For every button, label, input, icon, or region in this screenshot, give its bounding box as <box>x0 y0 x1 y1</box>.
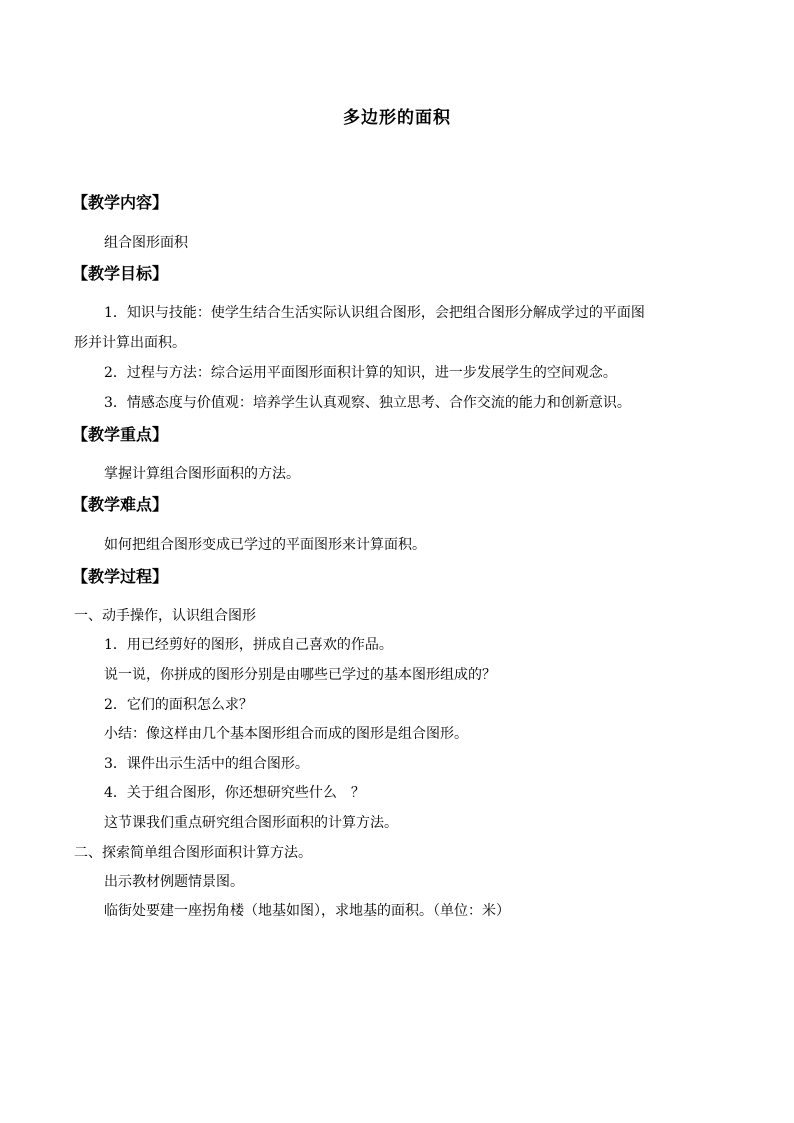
section-heading-goals: 【教学目标】 <box>72 264 169 283</box>
process-paragraph-4: 小结：像这样由几个基本图形组合而成的图形是组合图形。 <box>104 726 468 742</box>
content-text: 组合图形面积 <box>104 235 188 251</box>
process-paragraph-7: 这节课我们重点研究组合图形面积的计算方法。 <box>104 815 398 831</box>
process-paragraph-3: 2．它们的面积怎么求？ <box>104 697 253 713</box>
process-paragraph-5: 3．课件出示生活中的组合图形。 <box>104 756 309 772</box>
document-title: 多边形的面积 <box>343 108 451 128</box>
process-paragraph-1: 1．用已经剪好的图形，拼成自己喜欢的作品。 <box>104 637 393 653</box>
process-paragraph-8: 出示教材例题情景图。 <box>104 874 244 890</box>
process-part-2-title: 二、探索简单组合图形面积计算方法。 <box>74 845 312 861</box>
process-part-1-title: 一、动手操作，认识组合图形 <box>74 608 256 624</box>
goal-item-3: 3．情感态度与价值观：培养学生认真观察、独立思考、合作交流的能力和创新意识。 <box>104 395 631 411</box>
process-paragraph-2: 说一说，你拼成的图形分别是由哪些已学过的基本图形组成的？ <box>104 667 496 683</box>
goal-item-1-line-2: 形并计算出面积。 <box>74 335 186 351</box>
difficulty-text: 如何把组合图形变成已学过的平面图形来计算面积。 <box>104 537 426 553</box>
goal-item-2: 2．过程与方法：综合运用平面图形面积计算的知识，进一步发展学生的空间观念。 <box>104 365 617 381</box>
key-point-text: 掌握计算组合图形面积的方法。 <box>104 466 300 482</box>
goal-item-1-line-1: 1．知识与技能：使学生结合生活实际认识组合图形，会把组合图形分解成学过的平面图 <box>104 305 645 321</box>
section-heading-content: 【教学内容】 <box>72 193 169 212</box>
process-paragraph-6: 4．关于组合图形，你还想研究些什么 ？ <box>104 785 365 801</box>
process-paragraph-9: 临街处要建一座拐角楼（地基如图），求地基的面积。（单位：米） <box>104 903 510 919</box>
section-heading-process: 【教学过程】 <box>72 567 169 586</box>
section-heading-key-point: 【教学重点】 <box>72 425 169 444</box>
section-heading-difficulty: 【教学难点】 <box>72 495 169 514</box>
